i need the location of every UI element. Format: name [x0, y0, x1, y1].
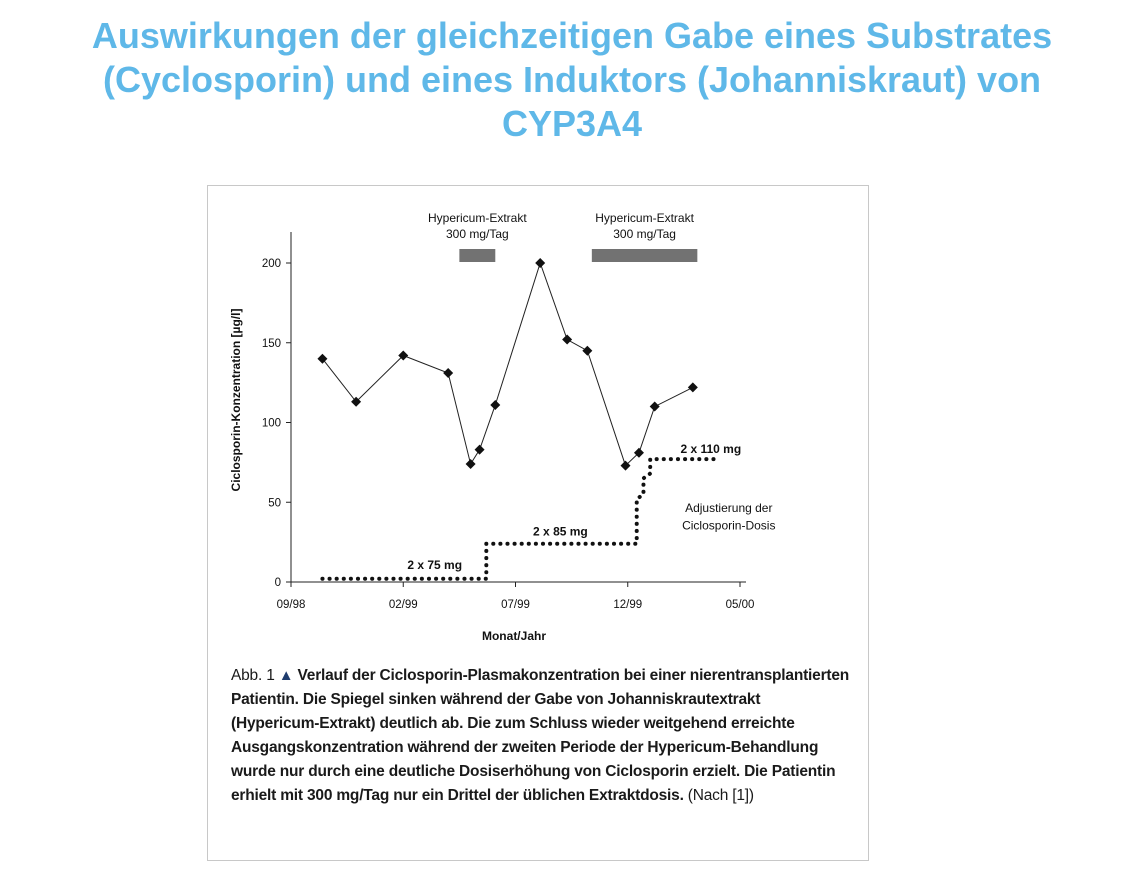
concentration-point	[475, 445, 485, 455]
treatment-dose-label: 300 mg/Tag	[613, 227, 676, 241]
dose-series	[322, 459, 715, 579]
dose-line	[322, 459, 715, 579]
concentration-point	[562, 335, 572, 345]
figure-caption	[231, 664, 851, 808]
y-tick-label: 50	[268, 497, 281, 510]
annotation-label: 2 x 110 mg	[680, 441, 742, 456]
y-axis-label: Ciclosporin-Konzentration [µg/l]	[229, 308, 243, 492]
title-line-1: Auswirkungen der gleichzeitigen Gabe eines Substrates	[91, 15, 1053, 56]
x-axis-label: Monat/Jahr	[481, 629, 547, 643]
x-tick-label: 05/00	[725, 599, 755, 611]
y-ticks	[262, 258, 291, 589]
treatment-bar	[592, 249, 698, 262]
concentration-point	[688, 382, 698, 392]
concentration-point	[443, 368, 453, 378]
concentration-series	[317, 258, 697, 471]
y-tick-label: 150	[261, 337, 281, 350]
caption-triangle-icon: ▲	[278, 667, 294, 684]
concentration-line	[322, 263, 692, 466]
x-ticks	[277, 582, 755, 611]
treatment-label: Hypericum-Extrakt	[595, 211, 694, 225]
treatment-bar	[459, 249, 495, 262]
annotations	[407, 442, 775, 572]
y-tick-label: 0	[274, 577, 281, 589]
axes	[291, 232, 746, 582]
y-tick-label: 100	[261, 417, 281, 430]
concentration-point	[582, 346, 592, 356]
annotation-label: 2 x 75 mg	[407, 558, 463, 573]
x-tick-label: 07/99	[501, 599, 530, 611]
x-tick-label: 09/98	[276, 599, 306, 611]
y-tick-label: 200	[261, 258, 281, 270]
caption-text: Verlauf der Ciclosporin-Plasmakonzentration bei einer nierentransplantierten Patientin. Die Spiegel sinken während der Gabe von Johanniskrautextrakt (Hypericum-Extrakt) deutlich ab. Die zum Schluss wieder weitgehend erreichte Ausgangskonzentration während der zweiten Periode der Hypericum-Behandlung wurde nur durch eine deutliche Dosiserhöhung von Ciclosporin erzielt. Die Patientin erhielt mit 300 mg/Tag nur ein Drittel der üblichen Extraktdosis.	[231, 667, 850, 804]
treatment-dose-label: 300 mg/Tag	[445, 227, 509, 241]
title-line-3: CYP3A4	[501, 103, 643, 144]
annotation-label: 2 x 85 mg	[533, 524, 588, 539]
x-tick-label: 12/99	[613, 599, 643, 611]
concentration-point	[490, 400, 500, 410]
concentration-point	[466, 459, 476, 469]
treatment-periods	[428, 211, 697, 262]
annotation-label: Ciclosporin-Dosis	[682, 518, 776, 533]
concentration-point	[650, 402, 660, 412]
x-tick-label: 02/99	[388, 599, 418, 611]
treatment-label: Hypericum-Extrakt	[427, 211, 527, 225]
concentration-point	[317, 354, 327, 364]
concentration-point	[535, 258, 545, 268]
caption-figure-label: Abb. 1	[231, 667, 275, 684]
annotation-label: Adjustierung der	[685, 500, 773, 515]
caption-source: (Nach [1])	[687, 787, 754, 804]
title-line-2: (Cyclosporin) und eines Induktors (Johanniskraut) von	[102, 59, 1042, 100]
